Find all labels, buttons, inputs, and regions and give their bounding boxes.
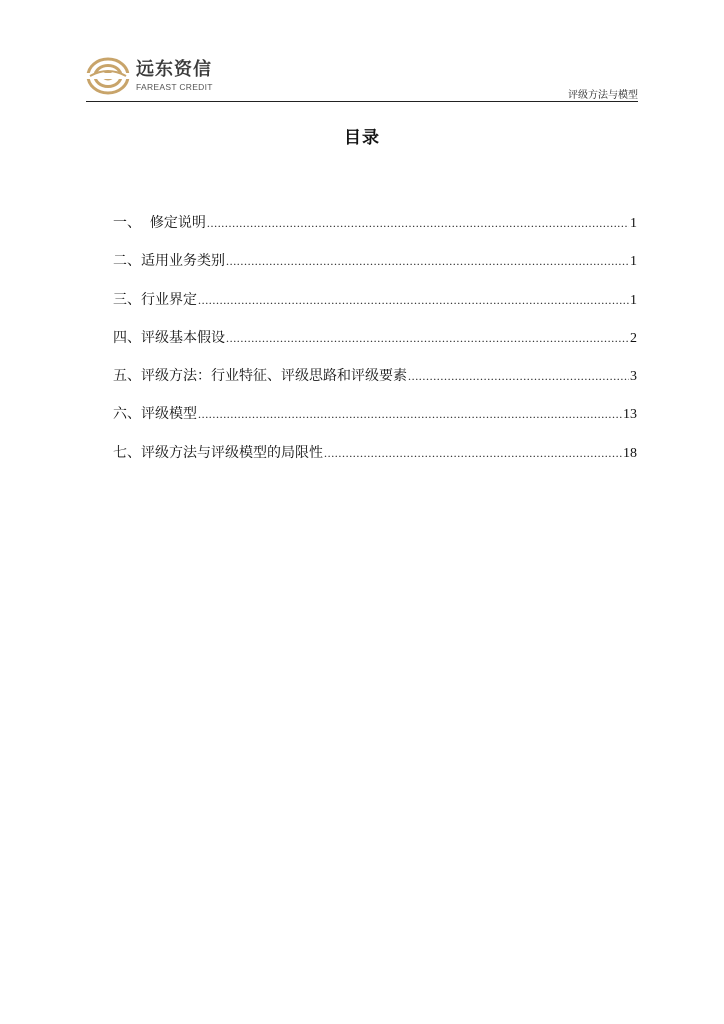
toc-entry-page: 1 xyxy=(630,216,637,231)
toc-entry-3[interactable] xyxy=(113,290,637,328)
toc-dot-leader xyxy=(198,290,629,310)
brand-name-en: FAREAST CREDIT xyxy=(136,81,213,92)
toc-entry-page: 1 xyxy=(630,292,637,308)
header-divider xyxy=(86,101,638,102)
toc-entry-page: 18 xyxy=(623,445,637,461)
toc-entry-page: 2 xyxy=(630,330,637,346)
toc-entry-4[interactable] xyxy=(113,328,637,366)
brand-logo xyxy=(86,56,213,96)
toc-entry-5[interactable] xyxy=(113,366,637,404)
fareast-credit-logo-icon xyxy=(86,56,130,96)
toc-entry-label: 四、评级基本假设 xyxy=(113,329,225,346)
toc-dot-leader xyxy=(226,328,629,348)
toc-entry-page: 13 xyxy=(623,407,637,423)
page-title: 目录 xyxy=(344,128,380,148)
brand-name-cn: 远东资信 xyxy=(136,58,212,80)
toc-dot-leader xyxy=(207,213,629,233)
toc-entry-label: 六、评级模型 xyxy=(113,406,197,423)
toc-entry-label: 五、评级方法：行业特征、评级思路和评级要素 xyxy=(113,368,407,385)
toc-entry-label: 七、评级方法与评级模型的局限性 xyxy=(113,444,323,461)
toc-dot-leader xyxy=(198,404,622,424)
toc-dot-leader xyxy=(408,366,629,386)
page-header xyxy=(86,52,638,104)
toc-entry-6[interactable] xyxy=(113,404,637,442)
toc-entry-2[interactable] xyxy=(113,251,637,289)
toc-entry-page: 3 xyxy=(630,369,637,385)
toc-entry-page: 1 xyxy=(630,254,637,270)
toc-entry-label: 二、适用业务类别 xyxy=(113,253,225,270)
table-of-contents xyxy=(113,213,637,481)
toc-entry-label: 三、行业界定 xyxy=(113,291,197,308)
toc-dot-leader xyxy=(324,443,622,463)
toc-entry-7[interactable] xyxy=(113,443,637,481)
toc-entry-label: 一、 修定说明 xyxy=(113,215,206,231)
toc-entry-1[interactable] xyxy=(113,213,637,251)
document-name: 评级方法与模型 xyxy=(568,90,638,101)
toc-dot-leader xyxy=(226,251,629,271)
